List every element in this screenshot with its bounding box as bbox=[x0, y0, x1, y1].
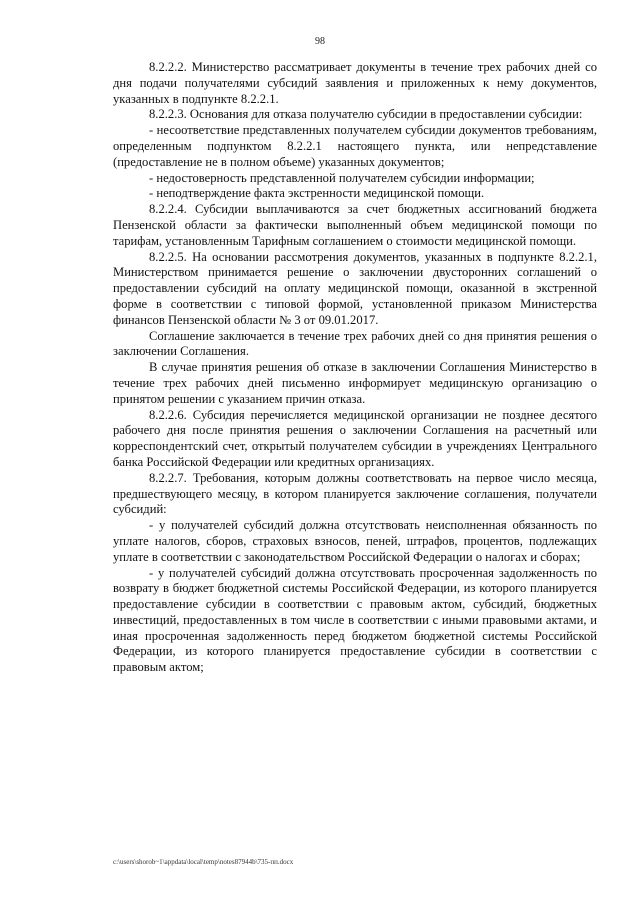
paragraph-8-2-2-7: 8.2.2.7. Требования, которым должны соответствовать на первое число месяца, предшествующего месяцу, в котором планируется заключение соглашения, получатели субсидий: bbox=[113, 470, 597, 517]
list-item-unreliability: - недостоверность представленной получателем субсидии информации; bbox=[149, 170, 535, 185]
paragraph-agreement-term: Соглашение заключается в течение трех рабочих дней со дня принятия решения о заключении Соглашения. bbox=[113, 328, 597, 359]
paragraph-8-2-2-6: 8.2.2.6. Субсидия перечисляется медицинской организации не позднее десятого рабочего дня после принятия решения о заключении Соглашения на расчетный или корреспондентский счет, открытый получателем субсидии в учреждениях Центрального банка Российской Федерации или кредитных организациях. bbox=[113, 407, 597, 469]
paragraph-refusal: В случае принятия решения об отказе в заключении Соглашения Министерство в течение трех рабочих дней письменно информирует медицинскую организацию о принятом решении с указанием причин отказа. bbox=[113, 360, 597, 406]
list-item-overdue-debt: - у получателей субсидий должна отсутствовать просроченная задолженность по возврату в бюджет бюджетной системы Российской Федерации, из которого планируется предоставление субсидии в соответствии с правовым актом, субсидий, бюджетных инвестиций, предоставленных в том числе в соответствии с иными правовыми актами, и иная просроченная задолженность перед бюджетом бюджетной системы Российской Федерации, из которого планируется предоставление субсидии в соответствии с правовым актом; bbox=[113, 565, 597, 675]
list-item-non-emergency: - неподтверждение факта экстренности медицинской помощи. bbox=[149, 186, 485, 201]
paragraph-8-2-2-3: 8.2.2.3. Основания для отказа получателю субсидии в предоставлении субсидии: bbox=[149, 107, 583, 122]
document-body bbox=[113, 60, 597, 676]
footer-file-path: c:\users\shorob~1\appdata\local\temp\notes87944b\735-пп.docx bbox=[113, 858, 294, 866]
paragraph-8-2-2-2: 8.2.2.2. Министерство рассматривает документы в течение трех рабочих дней со дня подачи получателями субсидий заявления и приложенных к нему документов, указанных в подпункте 8.2.2.1. bbox=[113, 60, 597, 106]
list-item-nonconformity: - несоответствие представленных получателем субсидии документов требованиям, определенным подпунктом 8.2.2.1 настоящего пункта, или непредставление (предоставление не в полном объеме) указанных документов; bbox=[113, 123, 597, 169]
paragraph-8-2-2-4: 8.2.2.4. Субсидии выплачиваются за счет бюджетных ассигнований бюджета Пензенской области за фактически выполненный объем медицинской помощи по тарифам, установленным Тарифным соглашением о стоимости медицинской помощи. bbox=[113, 202, 597, 248]
list-item-tax-obligations: - у получателей субсидий должна отсутствовать неисполненная обязанность по уплате налогов, сборов, страховых взносов, пеней, штрафов, процентов, подлежащих уплате в соответствии с законодательством Российской Федерации о налогах и сборах; bbox=[113, 518, 597, 564]
paragraph-8-2-2-5: 8.2.2.5. На основании рассмотрения документов, указанных в подпункте 8.2.2.1, Министерством принимается решение о заключении двусторонних соглашений о предоставлении субсидий на оплату медицинской помощи, оказанной в экстренной форме в соответствии с типовой формой, установленной приказом Министерства финансов Пензенской области № 3 от 09.01.2017. bbox=[113, 249, 597, 327]
page-number: 98 bbox=[315, 36, 325, 47]
